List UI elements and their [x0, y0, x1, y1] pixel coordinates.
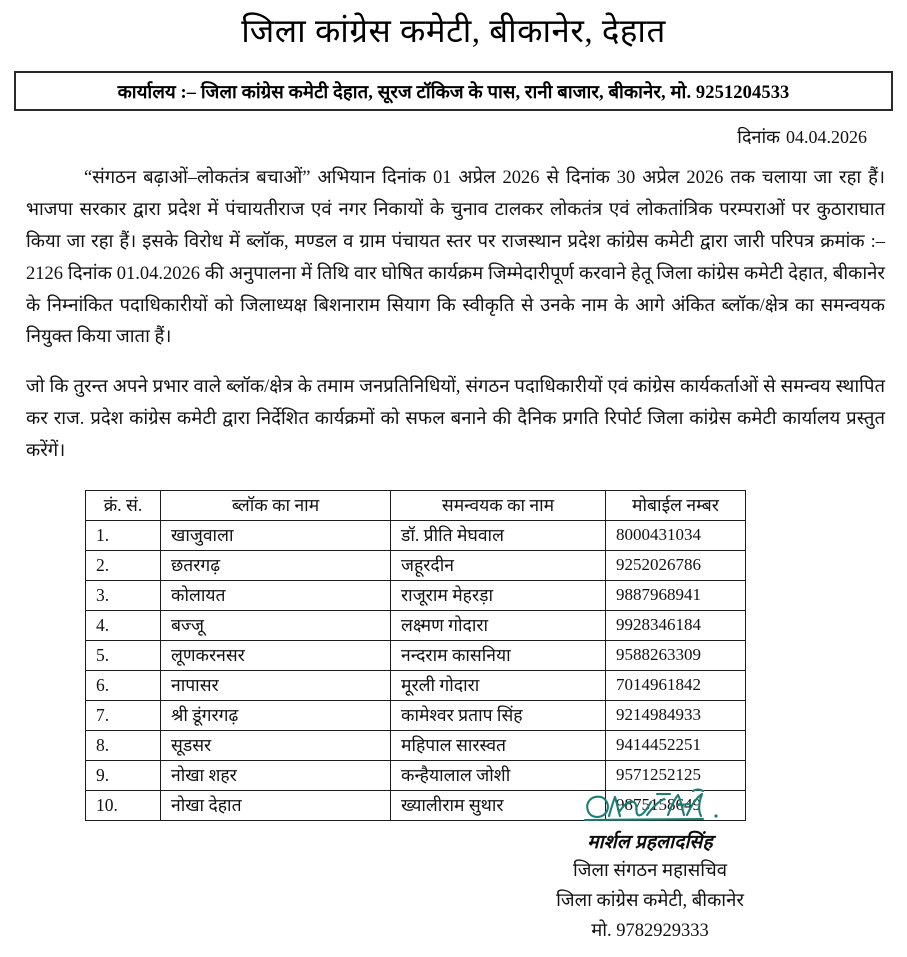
column-header-serial: क्रं. सं.	[86, 490, 161, 520]
column-header-block: ब्लॉक का नाम	[161, 490, 391, 520]
masthead-title: जिला कांग्रेस कमेटी, बीकानेर, देहात	[241, 14, 666, 50]
cell-serial: 10.	[86, 790, 161, 820]
column-header-mobile: मोबाईल नम्बर	[606, 490, 746, 520]
letter-body	[0, 149, 907, 467]
cell-serial: 2.	[86, 550, 161, 580]
cell-coordinator: नन्दराम कासनिया	[391, 640, 606, 670]
table-row	[86, 700, 746, 730]
cell-coordinator: डॉ. प्रीति मेघवाल	[391, 520, 606, 550]
cell-serial: 9.	[86, 760, 161, 790]
cell-coordinator: लक्ष्मण गोदारा	[391, 610, 606, 640]
coordinator-table-wrap	[0, 486, 907, 821]
cell-mobile: 9875158649	[606, 790, 746, 820]
cell-serial: 4.	[86, 610, 161, 640]
cell-serial: 7.	[86, 700, 161, 730]
cell-coordinator: कामेश्वर प्रताप सिंह	[391, 700, 606, 730]
cell-serial: 1.	[86, 520, 161, 550]
cell-serial: 5.	[86, 640, 161, 670]
cell-block: श्री डूंगरगढ़	[161, 700, 391, 730]
cell-mobile: 7014961842	[606, 670, 746, 700]
table-row	[86, 520, 746, 550]
cell-block: खाजुवाला	[161, 520, 391, 550]
cell-serial: 8.	[86, 730, 161, 760]
office-address-box	[14, 71, 893, 111]
table-row	[86, 580, 746, 610]
cell-coordinator: महिपाल सारस्वत	[391, 730, 606, 760]
coordinator-table	[85, 490, 746, 821]
handwritten-signature-icon	[485, 785, 815, 831]
column-header-name: समन्वयक का नाम	[391, 490, 606, 520]
cell-block: सूडसर	[161, 730, 391, 760]
cell-mobile: 9252026786	[606, 550, 746, 580]
cell-block: नोखा देहात	[161, 790, 391, 820]
signatory-name: मार्शल प्रहलादसिंह	[587, 831, 713, 853]
cell-mobile: 8000431034	[606, 520, 746, 550]
date-label: दिनांक	[737, 127, 780, 148]
date-value: 04.04.2026	[786, 127, 867, 148]
table-header-row	[86, 490, 746, 520]
cell-coordinator: मूरली गोदारा	[391, 670, 606, 700]
cell-block: छतरगढ़	[161, 550, 391, 580]
cell-block: बज्जू	[161, 610, 391, 640]
cell-mobile: 9571252125	[606, 760, 746, 790]
cell-mobile: 9414452251	[606, 730, 746, 760]
cell-block: कोलायत	[161, 580, 391, 610]
signature-block	[485, 785, 815, 947]
signatory-title: जिला संगठन महासचिव	[572, 861, 728, 882]
cell-serial: 6.	[86, 670, 161, 700]
cell-coordinator: जहूरदीन	[391, 550, 606, 580]
cell-serial: 3.	[86, 580, 161, 610]
table-row	[86, 610, 746, 640]
cell-mobile: 9214984933	[606, 700, 746, 730]
body-paragraph-2: जो कि तुरन्त अपने प्रभार वाले ब्लॉक/क्षेत्र के तमाम जनप्रतिनिधियों, संगठन पदाधिकारीयों एवं कांग्रेस कार्यकर्ताओं से समन्वय स्थापित कर राज. प्रदेश कांग्रेस कमेटी द्वारा निर्देशित कार्यक्रमों को सफल बनाने की दैनिक प्रगति रिपोर्ट जिला कांग्रेस कमेटी कार्यालय प्रस्तुत करेंगें।	[26, 377, 885, 461]
table-row	[86, 670, 746, 700]
cell-mobile: 9928346184	[606, 610, 746, 640]
body-paragraph-1: “संगठन बढ़ाओं–लोकतंत्र बचाओं” अभियान दिनांक 01 अप्रेल 2026 से दिनांक 30 अप्रेल 2026 तक चलाया जा रहा हैं। भाजपा सरकार द्वारा प्रदेश में पंचायतीराज एवं नगर निकायों के चुनाव टालकर लोकतंत्र एवं लोकतांत्रिक परम्पराओं पर कुठाराघात किया जा रहा हैं। इसके विरोध में ब्लॉक, मण्डल व ग्राम पंचायत स्तर पर राजस्थान प्रदेश कांग्रेस कमेटी द्वारा जारी परिपत्र क्रमांक :– 2126 दिनांक 01.04.2026 की अनुपालना में तिथि वार घोषित कार्यक्रम जिम्मेदारीपूर्ण करवाने हेतू जिला कांग्रेस कमेटी देहात, बीकानेर के निम्नांकित पदाधिकारीयों को जिलाध्यक्ष बिशनाराम सियाग कि स्वीकृति से उनके नाम के आगे अंकित ब्लॉक/क्षेत्र का समन्वयक नियुक्त किया जाता हैं।	[26, 168, 885, 348]
date-line	[0, 111, 907, 149]
cell-coordinator: ख्यालीराम सुथार	[391, 790, 606, 820]
table-row	[86, 640, 746, 670]
table-row	[86, 550, 746, 580]
cell-block: लूणकरनसर	[161, 640, 391, 670]
cell-coordinator: राजूराम मेहरड़ा	[391, 580, 606, 610]
cell-coordinator: कन्हैयालाल जोशी	[391, 760, 606, 790]
cell-mobile: 9887968941	[606, 580, 746, 610]
signatory-mobile: मो. 9782929333	[591, 921, 709, 942]
table-row	[86, 730, 746, 760]
office-address-text: कार्यालय :– जिला कांग्रेस कमेटी देहात, सूरज टॉकिज के पास, रानी बाजार, बीकानेर, मो. 9251204533	[117, 82, 790, 103]
cell-block: नापासर	[161, 670, 391, 700]
signatory-organization: जिला कांग्रेस कमेटी, बीकानेर	[556, 891, 744, 912]
cell-block: नोखा शहर	[161, 760, 391, 790]
cell-mobile: 9588263309	[606, 640, 746, 670]
